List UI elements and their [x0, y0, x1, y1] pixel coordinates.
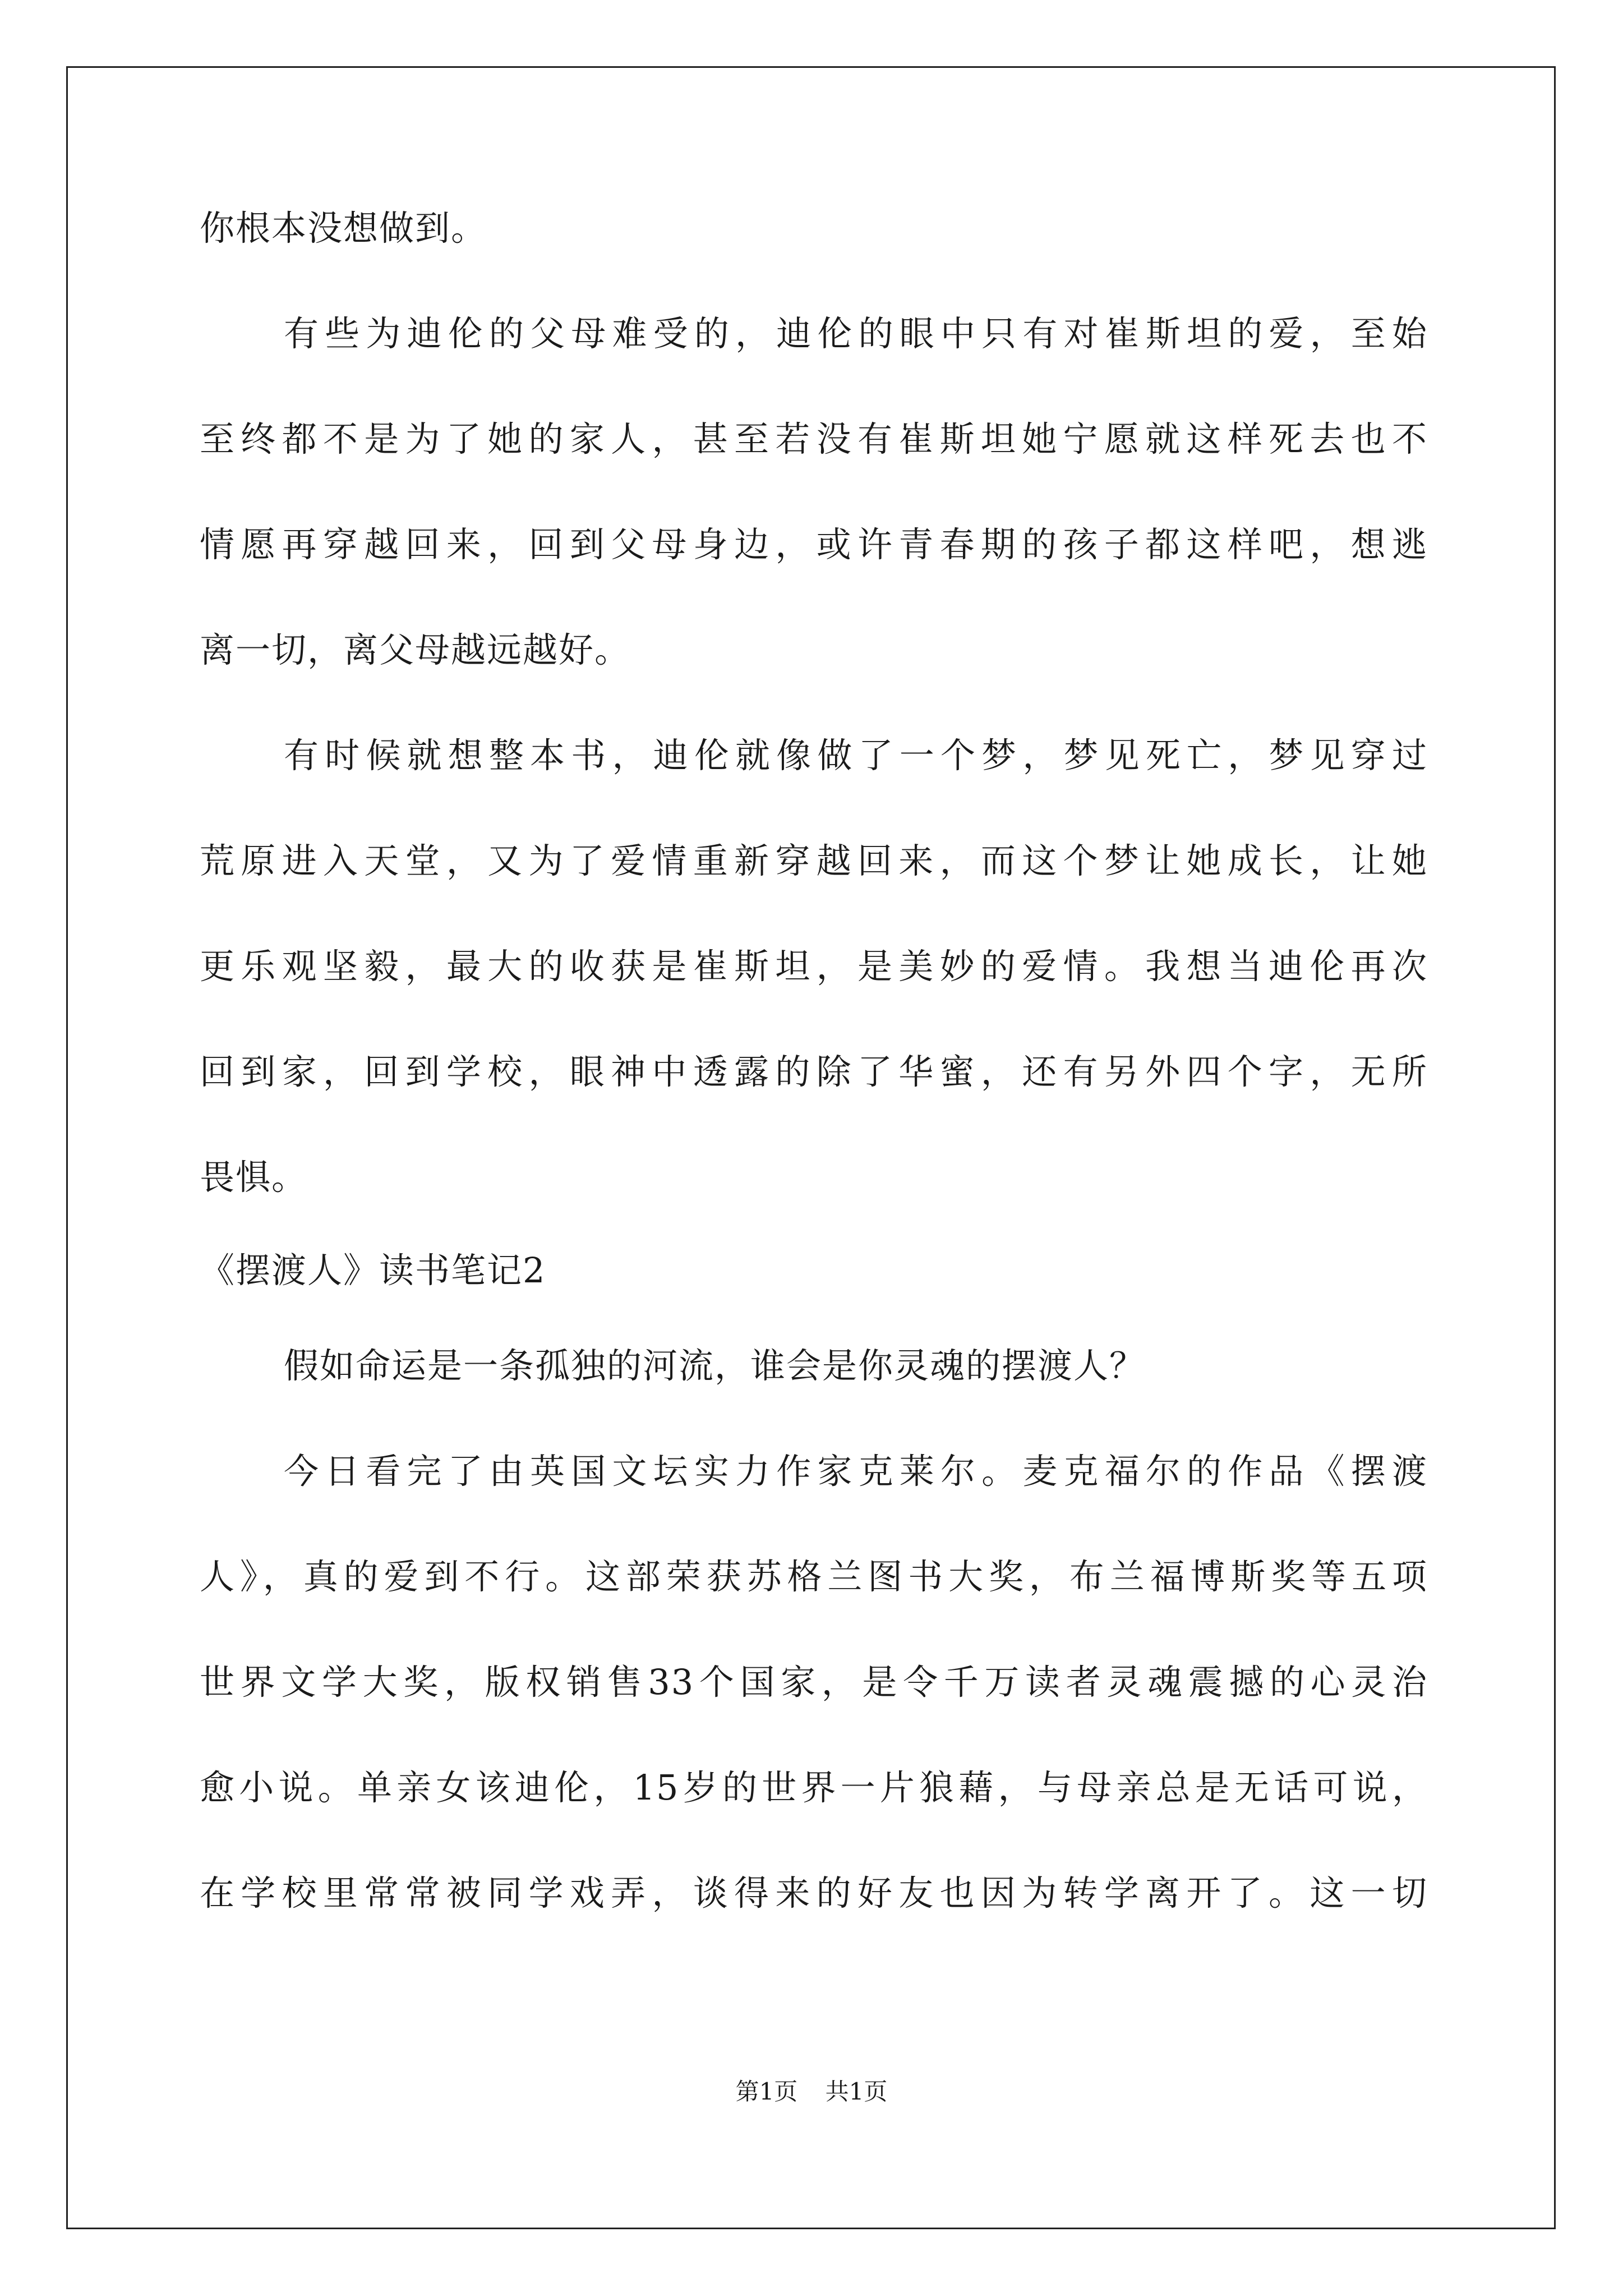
text-line: 荒原进入天堂，又为了爱情重新穿越回来，而这个梦让她成长，让她 [200, 840, 1428, 881]
text-line: 回到家，回到学校，眼神中透露的除了华蜜，还有另外四个字，无所 [200, 1051, 1428, 1092]
paragraph-first-line: 假如命运是一条孤独的河流，谁会是你灵魂的摆渡人？ [284, 1345, 1146, 1386]
paragraph-first-line: 有时候就想整本书，迪伦就像做了一个梦，梦见死亡，梦见穿过 [284, 735, 1428, 776]
paragraph-first-line: 有些为迪伦的父母难受的，迪伦的眼中只有对崔斯坦的爱，至始 [284, 313, 1428, 354]
text-line: 你根本没想做到。 [200, 208, 487, 249]
page-number: 第1页 [735, 2078, 798, 2105]
text-line: 畏惧。 [200, 1157, 308, 1198]
text-line: 更乐观坚毅，最大的收获是崔斯坦，是美妙的爱情。我想当迪伦再次 [200, 946, 1428, 987]
text-line: 至终都不是为了她的家人，甚至若没有崔斯坦她宁愿就这样死去也不 [200, 418, 1428, 459]
text-line: 世界文学大奖，版权销售33个国家，是令千万读者灵魂震撼的心灵治 [200, 1662, 1428, 1703]
text-line: 情愿再穿越回来，回到父母身边，或许青春期的孩子都这样吧，想逃 [200, 524, 1428, 565]
page-total: 共1页 [825, 2078, 888, 2105]
text-line: 离一切，离父母越远越好。 [200, 629, 631, 670]
page-footer [0, 2080, 1623, 2104]
paragraph-first-line: 今日看完了由英国文坛实力作家克莱尔。麦克福尔的作品《摆渡 [284, 1451, 1428, 1492]
text-line: 愈小说。单亲女该迪伦，15岁的世界一片狼藉，与母亲总是无话可说， [200, 1767, 1428, 1808]
text-line: 人》，真的爱到不行。这部荣获苏格兰图书大奖，布兰福博斯奖等五项 [200, 1556, 1428, 1597]
text-line: 在学校里常常被同学戏弄，谈得来的好友也因为转学离开了。这一切 [200, 1872, 1428, 1913]
section-heading: 《摆渡人》读书笔记2 [200, 1250, 546, 1291]
